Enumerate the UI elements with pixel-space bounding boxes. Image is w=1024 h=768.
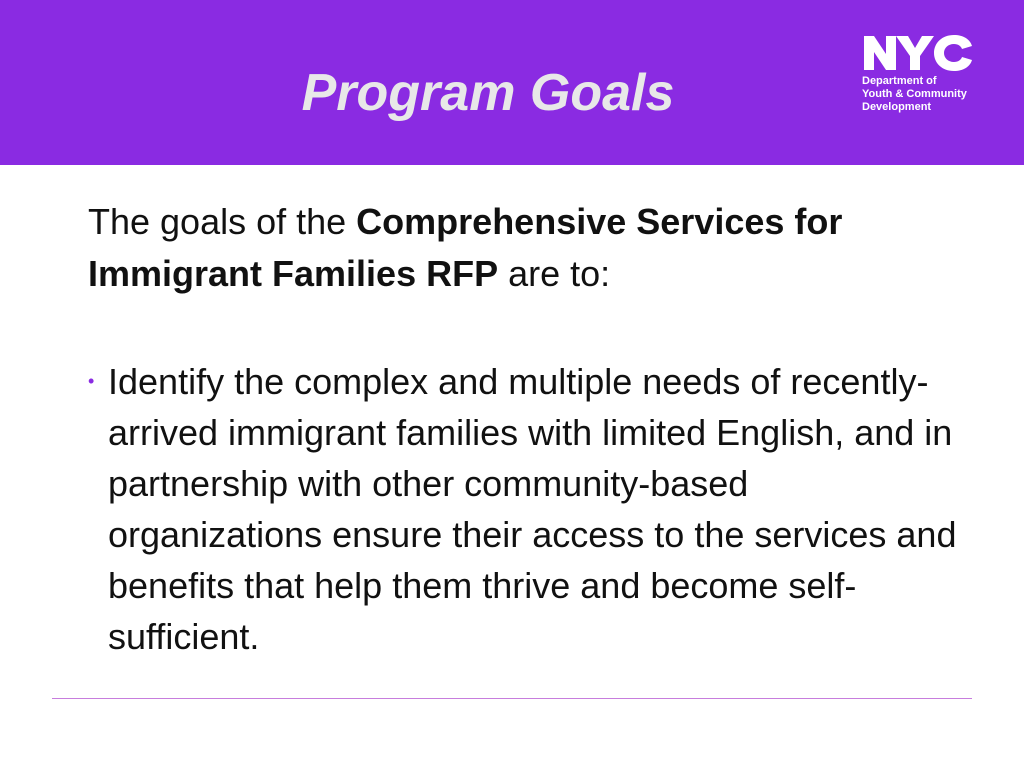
logo-line-youth-community: Youth & Community	[862, 88, 967, 100]
footer-divider	[52, 698, 972, 699]
goals-list	[88, 356, 968, 662]
intro-paragraph	[88, 196, 948, 300]
logo-line-development: Development	[862, 101, 932, 113]
nyc-logo-icon	[862, 34, 974, 72]
slide-title: Program Goals	[301, 64, 675, 122]
logo-line-department: Department of	[862, 75, 937, 87]
goal-text: Identify the complex and multiple needs of recently-arrived immigrant families with limited English, and in partnership with other community-based organizations ensure their access to the services and benefits that help them thrive and become self-sufficient.	[108, 361, 957, 657]
intro-rfp-name: Comprehensive Services for Immigrant Families RFP	[88, 201, 843, 294]
bullet-icon: •	[88, 371, 95, 391]
goal-item	[88, 356, 968, 662]
nyc-dycd-logo	[862, 34, 1002, 114]
intro-suffix: are to:	[498, 253, 611, 294]
intro-prefix: The goals of the	[88, 201, 357, 242]
